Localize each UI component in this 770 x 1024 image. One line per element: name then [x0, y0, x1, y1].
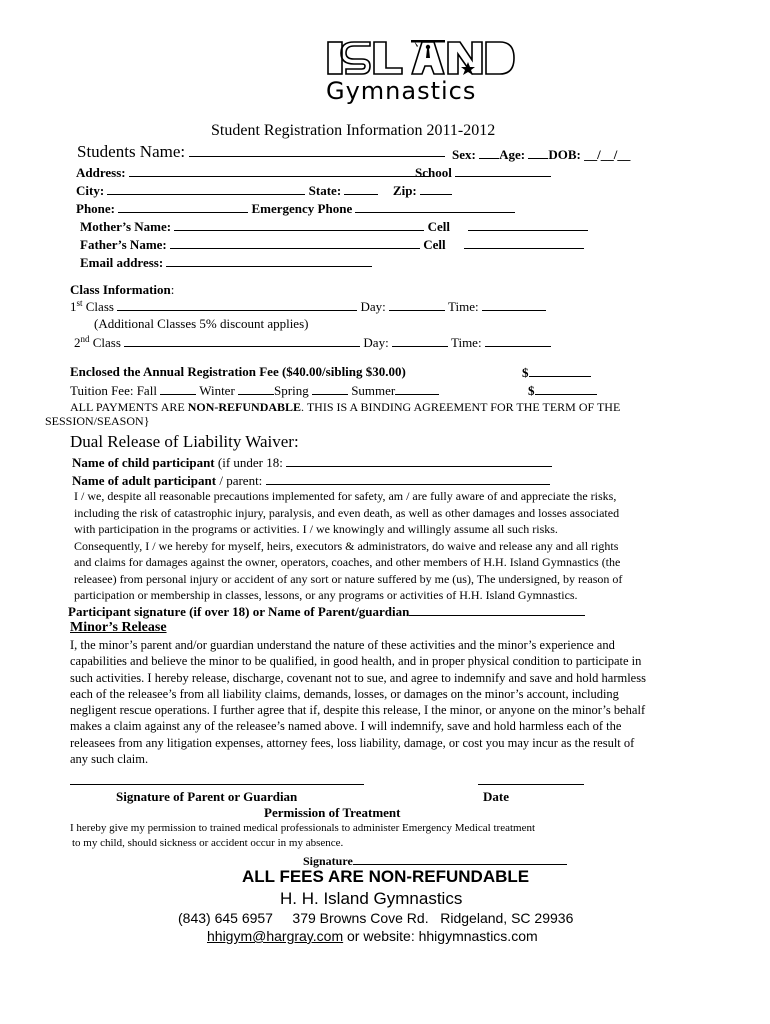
class-info-colon: :	[170, 282, 175, 297]
website-text: or website: hhigymnastics.com	[343, 928, 538, 944]
treatment-signature-field[interactable]	[353, 852, 567, 865]
mother-cell-field[interactable]	[468, 218, 588, 231]
email-field[interactable]	[166, 254, 372, 267]
emergency-phone-label: Emergency Phone	[251, 201, 353, 216]
state-label: State:	[308, 183, 342, 198]
city-field[interactable]	[107, 182, 305, 195]
contact-line: (843) 645 6957 379 Browns Cove Rd. Ridgeland, SC 29936	[178, 910, 574, 926]
minor-line: each of the releasee’s from all liability claims, demands, losses, or damages on the minor’s account, including	[70, 686, 619, 701]
mother-cell-label: Cell	[427, 219, 450, 234]
first-time-field[interactable]	[482, 298, 546, 311]
waiver-line: participation or membership in classes, lessons, or any programs or activities of H.H. Island Gymnastics.	[74, 588, 578, 602]
address-field[interactable]	[129, 164, 429, 177]
minor-line: capabilities and believe the minor to be qualified, in good health, and in proper physical condition to participate in	[70, 654, 642, 669]
adult-participant-suffix: / parent:	[216, 473, 263, 488]
waiver-line: Consequently, I / we hereby for myself, heirs, executors & administrators, do waive and release any and all rights	[74, 538, 619, 553]
waiver-text	[74, 488, 734, 604]
participant-signature-label: Participant signature (if over 18) or Name of Parent/guardian	[68, 604, 410, 619]
age-field[interactable]	[528, 146, 548, 159]
child-participant-field[interactable]	[286, 454, 552, 467]
school-label: School	[415, 165, 452, 180]
adult-participant-field[interactable]	[266, 472, 550, 485]
email-link[interactable]: hhigym@hargray.com	[207, 928, 344, 944]
minor-line: any such claim.	[70, 752, 149, 767]
tuition-fall-label: Tuition Fee: Fall	[70, 383, 157, 398]
father-cell-label: Cell	[423, 237, 446, 252]
students-name-label: Students Name:	[77, 142, 186, 161]
second-class-number: 2	[74, 335, 81, 350]
minor-line: makes a claim against any of the releasee’s named above. I will indemnify, save and hold harmless each of the	[70, 719, 622, 734]
payments-notice-line2: SESSION/SEASON}	[45, 414, 150, 428]
parent-signature-line[interactable]	[70, 784, 364, 785]
father-cell-field[interactable]	[464, 236, 584, 249]
second-day-field[interactable]	[392, 334, 448, 347]
date-line[interactable]	[478, 784, 584, 785]
waiver-line: with participation in the programs or activities. I / we knowingly and willingly assume all such risks.	[74, 522, 558, 536]
treatment-line-1: I hereby give my permission to trained medical professionals to administer Emergency Medical treatment	[70, 822, 536, 834]
sex-field[interactable]	[479, 146, 499, 159]
minor-line: such activities. I hereby release, discharge, covenant not to sue, and agree to indemnify and save and hold harmless	[70, 670, 646, 685]
second-class-field[interactable]	[124, 334, 360, 347]
mothers-name-field[interactable]	[174, 218, 424, 231]
second-time-field[interactable]	[485, 334, 551, 347]
address-label: Address:	[76, 165, 126, 180]
first-class-sup: st	[76, 298, 83, 308]
participant-signature-field[interactable]	[409, 603, 585, 616]
emergency-phone-field[interactable]	[355, 200, 515, 213]
minors-release-heading: Minor’s Release	[70, 620, 167, 635]
second-class-sup: nd	[80, 334, 90, 344]
phone-field[interactable]	[118, 200, 248, 213]
first-time-label: Time:	[447, 299, 479, 314]
minor-line: I, the minor’s parent and/or guardian understand the nature of these activities and the minor’s experience and	[70, 638, 615, 652]
summer-field[interactable]	[395, 382, 439, 395]
form-title: Student Registration Information 2011-2012	[211, 122, 496, 139]
winter-field[interactable]	[238, 382, 274, 395]
first-day-label: Day:	[360, 299, 386, 314]
payments-notice-2: . THIS IS A BINDING AGREEMENT FOR THE TERM OF THE	[301, 400, 621, 414]
age-label: Age:	[499, 147, 526, 162]
minor-line: releasees from any litigation expenses, attorney fees, loss liability, damage, or cost you may incur as the result of	[70, 735, 635, 750]
second-class-label: Class	[92, 335, 121, 350]
island-logo-graphic	[318, 38, 518, 104]
summer-label: Summer	[351, 383, 396, 398]
fathers-name-field[interactable]	[170, 236, 420, 249]
winter-label: Winter	[199, 383, 235, 398]
school-field[interactable]	[455, 164, 551, 177]
fees-non-refundable: ALL FEES ARE NON-REFUNDABLE	[242, 867, 530, 886]
city-label: City:	[76, 183, 105, 198]
first-class-field[interactable]	[117, 298, 357, 311]
sex-label: Sex:	[452, 147, 476, 162]
second-time-label: Time:	[450, 335, 482, 350]
second-day-label: Day:	[363, 335, 389, 350]
treatment-heading: Permission of Treatment	[264, 805, 401, 820]
adult-participant-label: Name of adult participant	[72, 473, 217, 488]
logo-subtitle: Gymnastics	[326, 77, 477, 104]
additional-classes-note: (Additional Classes 5% discount applies)	[94, 316, 309, 331]
waiver-line: releasee) from personal injury or accident of any sort or nature suffered by me (us), The undersigned, by reason of	[74, 571, 623, 586]
registration-fee-field[interactable]	[529, 364, 591, 377]
zip-field[interactable]	[420, 182, 452, 195]
first-class-number: 1	[70, 299, 77, 314]
logo	[318, 38, 518, 104]
payments-notice-1: ALL PAYMENTS ARE	[70, 400, 188, 414]
spring-field[interactable]	[312, 382, 348, 395]
email-label: Email address:	[80, 255, 164, 270]
mothers-name-label: Mother’s Name:	[80, 219, 172, 234]
business-name: H. H. Island Gymnastics	[280, 889, 463, 908]
parent-signature-label: Signature of Parent or Guardian	[116, 789, 298, 804]
waiver-line: I / we, despite all reasonable precautions implemented for safety, am / are fully aware of and appreciate the risks,	[74, 489, 617, 503]
child-participant-suffix: (if under 18:	[214, 455, 283, 470]
waiver-line: including the risk of catastrophic injury, paralysis, and even death, as well as other damages and losses associated	[74, 505, 620, 520]
waiver-heading: Dual Release of Liability Waiver:	[70, 432, 299, 451]
treatment-signature-label: Signature	[303, 854, 353, 868]
minors-release-text	[70, 637, 740, 767]
payments-notice-bold: NON-REFUNDABLE	[187, 400, 302, 414]
first-class-label: Class	[85, 299, 114, 314]
registration-dollar: $	[522, 365, 529, 380]
tuition-dollar: $	[528, 383, 535, 398]
dob-label: DOB:	[548, 147, 581, 162]
students-name-field[interactable]	[189, 144, 445, 157]
fathers-name-label: Father’s Name:	[80, 237, 167, 252]
waiver-line: and claims for damages against the owner, operators, coaches, and other members of H.H. Island Gymnastics (the	[74, 555, 621, 569]
date-label: Date	[483, 789, 509, 804]
minor-line: negligent rescue operations. I further agree that if, despite this release, I the minor, or anyone on the minor’s behalf	[70, 703, 646, 718]
class-info-heading: Class Information	[70, 282, 171, 297]
child-participant-label: Name of child participant	[72, 455, 215, 470]
dob-field[interactable]: __/__/__	[584, 147, 631, 162]
tuition-fee-field[interactable]	[535, 382, 597, 395]
zip-label: Zip:	[392, 183, 417, 198]
phone-label: Phone:	[76, 201, 115, 216]
first-day-field[interactable]	[389, 298, 445, 311]
treatment-line-2: to my child, should sickness or accident occur in my absence.	[72, 837, 344, 849]
registration-fee-label: Enclosed the Annual Registration Fee ($40.00/sibling $30.00)	[70, 364, 406, 379]
spring-label: Spring	[274, 383, 309, 398]
state-field[interactable]	[344, 182, 378, 195]
fall-field[interactable]	[160, 382, 196, 395]
